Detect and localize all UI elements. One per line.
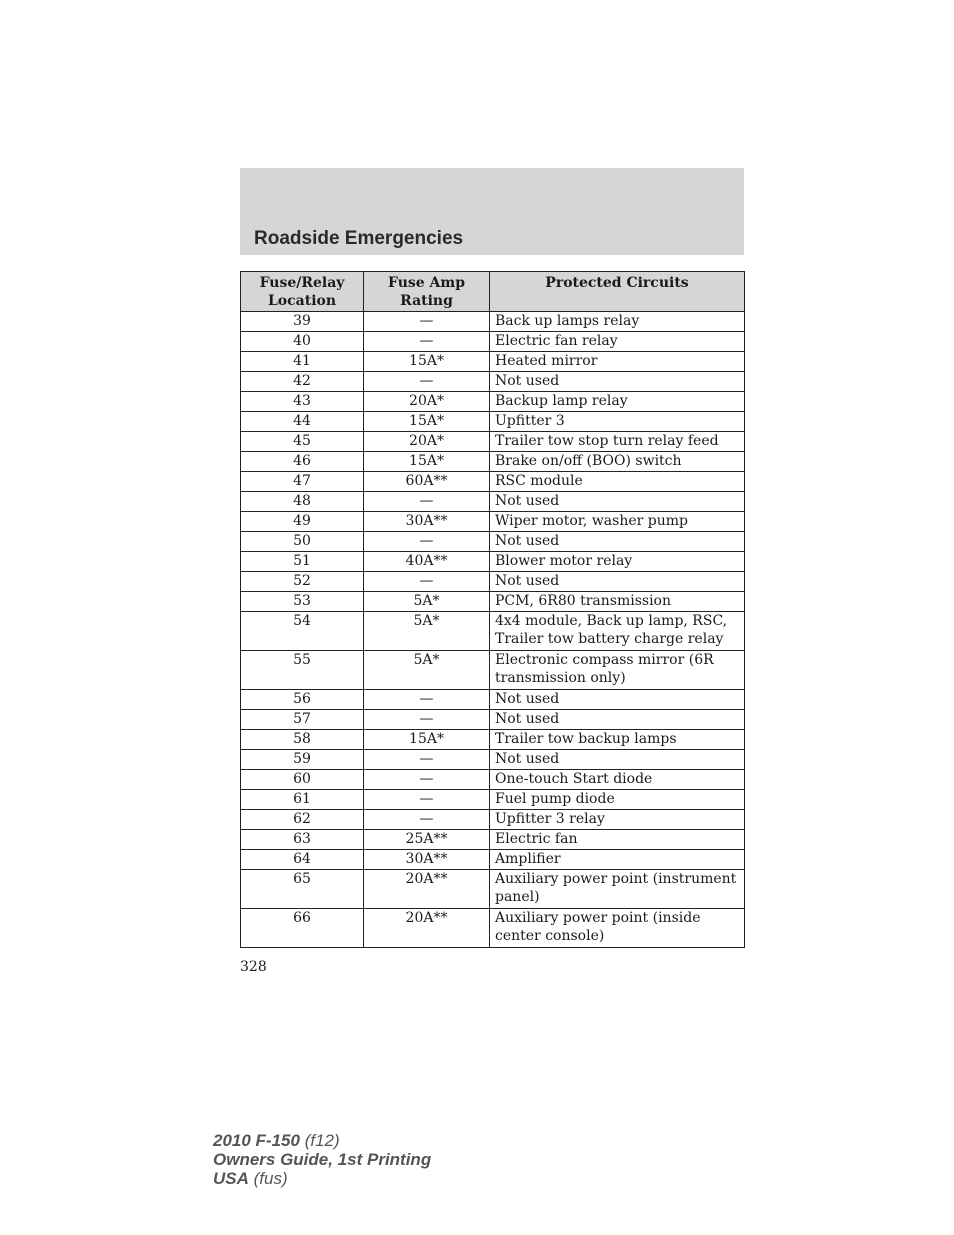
circuit-line: Not used	[495, 691, 560, 707]
cell-location: 53	[241, 592, 364, 612]
fuse-table	[240, 271, 745, 948]
table-row	[241, 392, 745, 412]
cell-circuits	[490, 750, 745, 770]
table-row	[241, 710, 745, 730]
cell-rating: —	[364, 332, 490, 352]
cell-location: 65	[241, 870, 364, 909]
footer-market: USA	[213, 1169, 249, 1188]
cell-rating: 15A*	[364, 452, 490, 472]
cell-rating: 25A**	[364, 830, 490, 850]
table-row	[241, 332, 745, 352]
cell-circuits	[490, 850, 745, 870]
table-row	[241, 651, 745, 690]
cell-circuits	[490, 532, 745, 552]
cell-location: 49	[241, 512, 364, 532]
cell-location: 58	[241, 730, 364, 750]
table-row	[241, 472, 745, 492]
cell-circuits	[490, 651, 745, 690]
cell-location: 41	[241, 352, 364, 372]
circuit-line: Wiper motor, washer pump	[495, 513, 688, 529]
cell-circuits	[490, 432, 745, 452]
cell-location: 54	[241, 612, 364, 651]
circuit-line: Not used	[495, 751, 560, 767]
cell-location: 51	[241, 552, 364, 572]
cell-location: 57	[241, 710, 364, 730]
footer-publication-info	[213, 1131, 431, 1188]
circuit-line: Backup lamp relay	[495, 393, 628, 409]
cell-circuits	[490, 312, 745, 332]
circuit-line: Not used	[495, 573, 560, 589]
cell-location: 63	[241, 830, 364, 850]
circuit-line: Electronic compass mirror (6R	[495, 652, 714, 668]
cell-circuits	[490, 909, 745, 948]
circuit-line: RSC module	[495, 473, 583, 489]
cell-circuits	[490, 790, 745, 810]
cell-location: 55	[241, 651, 364, 690]
table-row	[241, 810, 745, 830]
table-row	[241, 452, 745, 472]
footer-model-code: (f12)	[304, 1131, 340, 1150]
circuit-line: Not used	[495, 493, 560, 509]
cell-rating: —	[364, 810, 490, 830]
cell-location: 59	[241, 750, 364, 770]
circuit-line: 4x4 module, Back up lamp, RSC,	[495, 613, 728, 629]
cell-circuits	[490, 472, 745, 492]
table-row	[241, 850, 745, 870]
table-row	[241, 352, 745, 372]
circuit-line: Brake on/off (BOO) switch	[495, 453, 682, 469]
cell-location: 66	[241, 909, 364, 948]
footer-edition: Owners Guide, 1st Printing	[213, 1150, 432, 1169]
table-row	[241, 572, 745, 592]
cell-circuits	[490, 710, 745, 730]
circuit-line: Blower motor relay	[495, 553, 633, 569]
table-row	[241, 312, 745, 332]
cell-rating: —	[364, 770, 490, 790]
cell-rating: 30A**	[364, 850, 490, 870]
circuit-line: transmission only)	[495, 670, 626, 686]
cell-circuits	[490, 830, 745, 850]
circuit-line: center console)	[495, 928, 605, 944]
table-row	[241, 830, 745, 850]
cell-circuits	[490, 412, 745, 432]
cell-rating: —	[364, 690, 490, 710]
circuit-line: Fuel pump diode	[495, 791, 615, 807]
circuit-line: Not used	[495, 533, 560, 549]
cell-circuits	[490, 870, 745, 909]
cell-rating: 40A**	[364, 552, 490, 572]
cell-rating: —	[364, 372, 490, 392]
column-header-rating: Fuse Amp Rating	[364, 272, 490, 312]
section-header-band	[240, 168, 744, 255]
cell-circuits	[490, 332, 745, 352]
table-row	[241, 592, 745, 612]
circuit-line: Not used	[495, 711, 560, 727]
cell-rating: 5A*	[364, 612, 490, 651]
cell-rating: 20A*	[364, 392, 490, 412]
cell-circuits	[490, 372, 745, 392]
cell-rating: 30A**	[364, 512, 490, 532]
cell-rating: 20A*	[364, 432, 490, 452]
circuit-line: Amplifier	[495, 851, 561, 867]
cell-rating: —	[364, 492, 490, 512]
cell-rating: —	[364, 572, 490, 592]
table-row	[241, 412, 745, 432]
circuit-line: Trailer tow stop turn relay feed	[495, 433, 719, 449]
cell-location: 47	[241, 472, 364, 492]
cell-rating: 20A**	[364, 909, 490, 948]
cell-circuits	[490, 352, 745, 372]
table-row	[241, 909, 745, 948]
cell-location: 45	[241, 432, 364, 452]
cell-location: 43	[241, 392, 364, 412]
table-row	[241, 870, 745, 909]
circuit-line: Not used	[495, 373, 560, 389]
column-header-location: Fuse/Relay Location	[241, 272, 364, 312]
cell-rating: 5A*	[364, 592, 490, 612]
cell-circuits	[490, 392, 745, 412]
table-row	[241, 612, 745, 651]
cell-location: 56	[241, 690, 364, 710]
cell-rating: 15A*	[364, 730, 490, 750]
table-row	[241, 532, 745, 552]
cell-circuits	[490, 770, 745, 790]
cell-rating: —	[364, 750, 490, 770]
cell-rating: —	[364, 790, 490, 810]
cell-circuits	[490, 552, 745, 572]
table-row	[241, 790, 745, 810]
circuit-line: Electric fan	[495, 831, 578, 847]
cell-rating: 60A**	[364, 472, 490, 492]
cell-rating: 5A*	[364, 651, 490, 690]
table-row	[241, 372, 745, 392]
table-row	[241, 552, 745, 572]
cell-rating: 15A*	[364, 352, 490, 372]
table-row	[241, 432, 745, 452]
table-row	[241, 750, 745, 770]
cell-location: 52	[241, 572, 364, 592]
circuit-line: Trailer tow battery charge relay	[495, 631, 724, 647]
cell-location: 60	[241, 770, 364, 790]
cell-location: 50	[241, 532, 364, 552]
cell-circuits	[490, 612, 745, 651]
section-title: Roadside Emergencies	[254, 228, 464, 249]
circuit-line: Back up lamps relay	[495, 313, 640, 329]
footer-market-code: (fus)	[253, 1169, 288, 1188]
footer-model: 2010 F-150	[213, 1131, 300, 1150]
cell-rating: —	[364, 532, 490, 552]
cell-location: 62	[241, 810, 364, 830]
circuit-line: One-touch Start diode	[495, 771, 653, 787]
cell-location: 64	[241, 850, 364, 870]
cell-circuits	[490, 572, 745, 592]
cell-rating: 15A*	[364, 412, 490, 432]
cell-circuits	[490, 810, 745, 830]
circuit-line: Upfitter 3 relay	[495, 811, 605, 827]
page-number: 328	[240, 959, 267, 975]
circuit-line: Heated mirror	[495, 353, 598, 369]
cell-location: 42	[241, 372, 364, 392]
circuit-line: PCM, 6R80 transmission	[495, 593, 671, 609]
circuit-line: Auxiliary power point (inside	[495, 910, 701, 926]
cell-circuits	[490, 730, 745, 750]
table-header-row	[241, 272, 745, 312]
table-row	[241, 770, 745, 790]
table-row	[241, 690, 745, 710]
cell-location: 40	[241, 332, 364, 352]
cell-location: 46	[241, 452, 364, 472]
circuit-line: Auxiliary power point (instrument	[495, 871, 737, 887]
circuit-line: Trailer tow backup lamps	[495, 731, 677, 747]
cell-rating: —	[364, 710, 490, 730]
cell-location: 44	[241, 412, 364, 432]
column-header-circuits: Protected Circuits	[490, 272, 745, 312]
cell-location: 48	[241, 492, 364, 512]
cell-rating: —	[364, 312, 490, 332]
circuit-line: panel)	[495, 889, 540, 905]
cell-rating: 20A**	[364, 870, 490, 909]
circuit-line: Electric fan relay	[495, 333, 618, 349]
table-row	[241, 512, 745, 532]
cell-location: 61	[241, 790, 364, 810]
cell-circuits	[490, 512, 745, 532]
circuit-line: Upfitter 3	[495, 413, 565, 429]
cell-location: 39	[241, 312, 364, 332]
cell-circuits	[490, 452, 745, 472]
table-row	[241, 492, 745, 512]
cell-circuits	[490, 690, 745, 710]
cell-circuits	[490, 492, 745, 512]
cell-circuits	[490, 592, 745, 612]
table-row	[241, 730, 745, 750]
